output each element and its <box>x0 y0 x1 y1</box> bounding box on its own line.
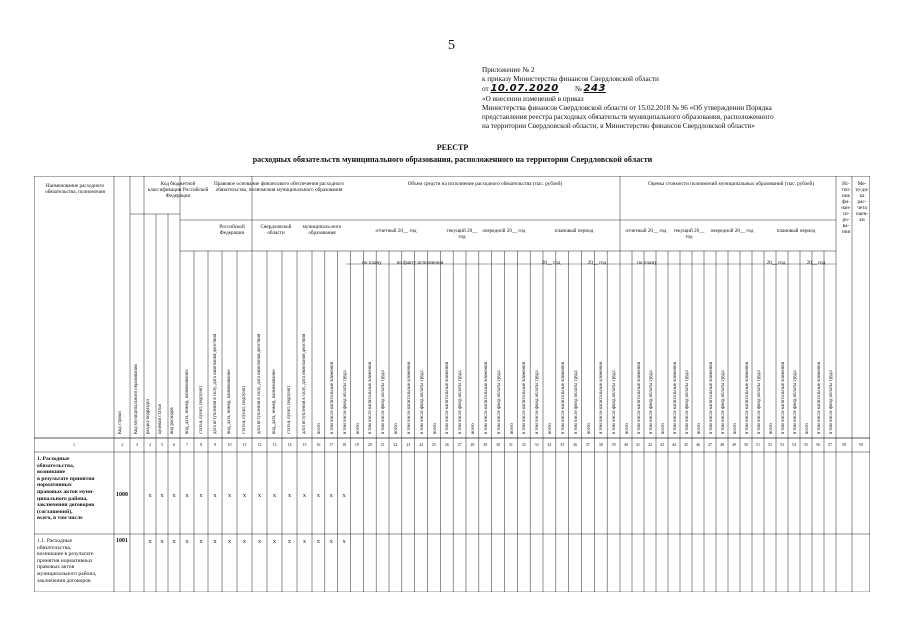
x-mark: x <box>213 492 217 499</box>
header-method: Ме-то-ди-ка рас-чета оцен-ки <box>855 181 869 223</box>
column-index: 11 <box>242 442 247 447</box>
x-mark: x <box>199 492 203 499</box>
column-index: 49 <box>732 442 736 447</box>
vheader-volume-total: всего <box>355 423 361 434</box>
x-mark: x <box>257 538 262 545</box>
x-mark: x <box>342 538 346 545</box>
vheader-volume-capital: в том числе капитальные вложения <box>560 362 566 434</box>
column-index: 3 <box>136 442 138 447</box>
column-index: 7 <box>186 442 188 447</box>
row-label-line: правовых актов <box>37 564 75 571</box>
vheader-volume-total: всего <box>432 423 438 434</box>
vheader-sv-act: вид, дата, номер, наименование <box>227 369 232 434</box>
x-mark: x <box>287 538 292 545</box>
column-index: 57 <box>828 442 832 447</box>
vheader-estimate-capital: в том числе капитальные вложения <box>673 362 678 434</box>
row-label <box>37 456 113 522</box>
column-index: 39 <box>611 442 616 447</box>
appendix-line-5: Министерства финансов Свердловской области от 15.02.2018 № 96 «Об утверждении Порядка <box>482 103 772 112</box>
column-index: 5 <box>161 442 163 447</box>
column-index: 45 <box>684 442 688 447</box>
column-index: 51 <box>756 442 760 447</box>
column-index: 55 <box>804 442 808 447</box>
column-index: 30 <box>496 442 501 447</box>
vheader-estimate-total: всего <box>733 423 738 434</box>
column-index: 28 <box>470 442 475 447</box>
column-index: 24 <box>419 442 424 447</box>
column-index: 8 <box>200 442 202 447</box>
x-mark: x <box>160 538 164 545</box>
row-label-line: обязательства, <box>37 462 75 469</box>
column-index: 52 <box>768 442 772 447</box>
column-index: 47 <box>708 442 712 447</box>
vheader-estimate-capital: в том числе капитальные вложения <box>781 362 786 434</box>
header-by-plan: по плану <box>362 260 382 266</box>
vheader-estimate-capital: в том числе капитальные вложения <box>817 362 822 434</box>
header-year-a: 20__ год <box>541 260 561 266</box>
x-mark: x <box>172 492 176 499</box>
row-label-line: заключения договоров <box>37 502 95 509</box>
column-index: 22 <box>393 442 398 447</box>
row-label-line: всего, в том числе <box>37 515 83 522</box>
header-year-b: 20__ год <box>587 260 607 266</box>
appendix-number-label: № <box>574 85 582 94</box>
column-index: 19 <box>354 442 359 447</box>
column-index: 25 <box>431 442 436 447</box>
header-muni: муниципаль-ного образования <box>302 224 342 236</box>
x-mark: x <box>213 538 217 545</box>
vheader-volume-total: всего <box>471 423 476 434</box>
vheader-row-code: Код строки <box>118 411 123 434</box>
vheader-estimate-capital: в том числе капитальные вложения <box>745 362 750 434</box>
vheader-rf-article: статья, пункт, подпункт <box>199 385 204 434</box>
vheader-estimate-payroll: в том числе фонд оплаты труда <box>721 370 726 434</box>
column-index: 46 <box>696 442 700 447</box>
column-index: 37 <box>585 442 590 447</box>
vheader-volume-capital: в том числе капитальные вложения <box>445 362 451 434</box>
x-mark: x <box>329 492 333 499</box>
row-label-line: нормативных <box>37 482 72 489</box>
header-est-plan-period: плановый период <box>776 228 816 234</box>
column-index: 40 <box>624 442 628 447</box>
vheader-volume-payroll: в том числе фонд оплаты труда <box>381 370 387 434</box>
row-label-line: муниципального района, <box>37 570 97 577</box>
header-report-year: отчетный 20__ год <box>375 228 417 234</box>
x-mark: x <box>185 538 189 545</box>
column-index: 23 <box>406 442 411 447</box>
vheader-estimate-payroll: в том числе фонд оплаты труда <box>685 370 690 434</box>
vheader-volume-payroll: в том числе фонд оплаты труда <box>573 370 579 434</box>
x-mark: x <box>302 538 307 545</box>
row-label-line: 1. Расходные <box>37 456 70 462</box>
vheader-mu-act: вид, дата, номер, наименование <box>272 369 277 434</box>
column-index: 29 <box>483 442 488 447</box>
vheader-section: раздел/подраздел <box>146 398 151 434</box>
column-index: 59 <box>859 442 863 447</box>
vheader-sv-dates: дата вступления в силу, дата окончания действия <box>257 333 262 434</box>
vheader-volume-payroll: в том числе фонд оплаты труда <box>342 370 348 434</box>
header-plan-period: плановый период <box>554 228 594 234</box>
vheader-volume-capital: в том числе капитальные вложения <box>368 362 374 434</box>
appendix-line-4: «О внесении изменений в приказ <box>482 94 584 103</box>
x-mark: x <box>148 538 152 545</box>
row-code: 1000 <box>116 492 128 498</box>
column-index: 43 <box>660 442 664 447</box>
appendix-date-line <box>482 84 902 94</box>
appendix-from-label: от <box>482 85 489 94</box>
column-index: 58 <box>842 442 846 447</box>
row-label-line: обязательства, <box>37 544 72 551</box>
header-est-year-b: 20__ год <box>806 260 826 266</box>
appendix-line-7: на территории Свердловской области, в Министерство финансов Свердловской области» <box>482 122 755 131</box>
column-index: 54 <box>792 442 796 447</box>
column-index: 33 <box>534 442 539 447</box>
column-index: 48 <box>720 442 724 447</box>
x-mark: x <box>342 492 346 499</box>
column-index: 20 <box>367 442 372 447</box>
column-index: 13 <box>272 442 277 447</box>
vheader-target: целевая статья <box>158 404 163 434</box>
column-index: 34 <box>547 442 552 447</box>
vheader-volume-total: всего <box>548 423 553 434</box>
column-index: 41 <box>636 442 640 447</box>
header-rf: Российской Федерации <box>219 224 245 236</box>
vheader-volume-payroll: в том числе фонд оплаты труда <box>496 370 502 434</box>
vheader-volume-capital: в том числе капитальные вложения <box>329 362 335 434</box>
x-mark: x <box>316 492 321 499</box>
vheader-estimate-payroll: в том числе фонд оплаты труда <box>757 370 762 434</box>
column-index: 56 <box>816 442 820 447</box>
row-label-line: в результате принятия <box>37 475 95 482</box>
appendix-block <box>482 66 902 131</box>
row-label <box>37 538 113 584</box>
document-title <box>0 143 905 164</box>
column-index: 53 <box>780 442 784 447</box>
header-est-next-year: очередной 20__ год <box>710 228 754 234</box>
header-volume: Объем средств на исполнение расходного обязательства (тыс. рублей) <box>407 181 563 187</box>
vheader-estimate-capital: в том числе капитальные вложения <box>709 362 714 434</box>
x-mark: x <box>185 492 189 499</box>
vheader-estimate-total: всего <box>805 423 810 434</box>
registry-table <box>34 176 870 592</box>
x-mark: x <box>227 538 232 545</box>
column-index: 16 <box>316 442 321 447</box>
appendix-line-1: Приложение № 2 <box>482 66 535 74</box>
x-mark: x <box>160 492 164 499</box>
row-label-line: ципального района, <box>37 495 88 502</box>
x-mark: x <box>316 538 321 545</box>
column-index: 10 <box>227 442 232 447</box>
appendix-date: 10.07.2020 <box>490 83 559 95</box>
header-est-report-year: отчетный 20__ год <box>625 228 667 234</box>
row-label-line: принятия нормативных <box>37 557 93 564</box>
vheader-estimate-capital: в том числе капитальные вложения <box>637 362 642 434</box>
column-index: 2 <box>121 442 123 447</box>
header-legal: Правовое основание финансового обеспечения расходного обязательства, полномочия муниципального образования <box>214 181 344 193</box>
row-code: 1001 <box>116 538 128 544</box>
vheader-volume-payroll: в том числе фонд оплаты труда <box>612 370 618 434</box>
vheader-rf-dates: дата вступления в силу, дата окончания действия <box>213 333 218 434</box>
header-estimate: Оценка стоимости полномочий муниципальных образований (тыс. рублей) <box>647 181 815 187</box>
title-line-1: РЕЕСТР <box>436 143 469 152</box>
vheader-volume-capital: в том числе капитальные вложения <box>406 362 412 434</box>
column-index: 31 <box>508 442 513 447</box>
header-est-year-a: 20__ год <box>766 260 786 266</box>
vheader-estimate-total: всего <box>697 423 702 434</box>
column-index: 17 <box>329 442 334 447</box>
vheader-mu-article: статья, пункт, подпункт <box>287 385 292 434</box>
row-label-line: правовых актов муни- <box>37 488 95 495</box>
header-est-by-plan: по плану <box>637 260 657 266</box>
column-index: 21 <box>380 442 385 447</box>
vheader-estimate-payroll: в том числе фонд оплаты труда <box>829 370 834 434</box>
row-label-line: 1.1. Расходные <box>37 538 73 544</box>
vheader-estimate-total: всего <box>625 423 630 434</box>
column-index: 44 <box>672 442 676 447</box>
appendix-line-6: представления реестра расходных обязательств муниципального образования, расположенного <box>482 113 774 122</box>
x-mark: x <box>172 538 176 545</box>
column-index: 14 <box>287 442 292 447</box>
column-index: 36 <box>573 442 578 447</box>
appendix-line-2: к приказу Министерства финансов Свердловской области <box>482 75 659 84</box>
x-mark: x <box>329 538 333 545</box>
x-mark: x <box>302 492 307 499</box>
x-mark: x <box>257 492 262 499</box>
column-index: 1 <box>73 442 75 447</box>
column-index: 50 <box>744 442 748 447</box>
x-mark: x <box>287 492 292 499</box>
page-number: 5 <box>448 38 455 53</box>
vheader-volume-payroll: в том числе фонд оплаты труда <box>458 370 464 434</box>
column-index: 35 <box>560 442 565 447</box>
vheader-volume-payroll: в том числе фонд оплаты труда <box>535 370 541 434</box>
appendix-number: 243 <box>583 83 606 95</box>
vheader-volume-capital: в том числе капитальные вложения <box>522 362 528 434</box>
x-mark: x <box>272 538 277 545</box>
column-index: 9 <box>214 442 216 447</box>
header-name: Наименование расходного обязательства, полномочия <box>45 183 105 195</box>
header-est-current-year: текущий 20__ год <box>673 228 705 240</box>
column-index: 32 <box>521 442 526 447</box>
header-by-fact: по факту исполнения <box>396 260 444 266</box>
row-label-line: возникшие в результате <box>37 551 94 558</box>
vheader-volume-capital: в том числе капитальные вложения <box>483 362 489 434</box>
column-index: 15 <box>302 442 307 447</box>
header-source: Ис-точ-ник фи-нан-си-ро-ва-ния <box>841 181 851 235</box>
row-label-line: заключения договоров <box>37 577 91 584</box>
vheader-volume-capital: в том числе капитальные вложения <box>599 362 605 434</box>
x-mark: x <box>199 538 203 545</box>
vheader-volume-total: всего <box>509 423 515 434</box>
column-index: 27 <box>457 442 462 447</box>
vheader-estimate-payroll: в том числе фонд оплаты труда <box>793 370 798 434</box>
vheader-mu-dates: дата вступления в силу, дата окончания действия <box>302 333 307 434</box>
vheader-estimate-total: всего <box>769 423 774 434</box>
vheader-sv-article: статья, пункт, подпункт <box>242 385 247 434</box>
column-index: 38 <box>598 442 603 447</box>
column-index: 42 <box>648 442 652 447</box>
title-line-2: расходных обязательств муниципального образования, расположенного на территории Свердловской области <box>252 155 653 164</box>
x-mark: x <box>242 492 247 499</box>
vheader-estimate-total: всего <box>661 423 666 434</box>
x-mark: x <box>242 538 247 545</box>
row-label-line: (соглашений), <box>37 508 73 515</box>
x-mark: x <box>227 492 232 499</box>
vheader-volume-total: всего <box>317 423 322 434</box>
column-index: 18 <box>342 442 347 447</box>
vheader-rf-act: вид, дата, номер, наименование <box>185 369 190 434</box>
x-mark: x <box>272 492 277 499</box>
column-index: 26 <box>444 442 449 447</box>
vheader-volume-payroll: в том числе фонд оплаты труда <box>419 370 425 434</box>
header-current-year: текущий 20__ год <box>446 228 478 240</box>
vheader-exp-type: вид расходов <box>170 407 175 434</box>
header-bk: Код бюджетной классификации Российской Федерации <box>147 181 209 199</box>
row-label-line: возникшие <box>37 469 66 476</box>
vheader-volume-total: всего <box>394 423 399 434</box>
vheader-volume-total: всего <box>586 423 592 434</box>
vheader-muni-code: Код муниципального образования <box>134 364 139 434</box>
header-next-year: очередной 20__ год <box>482 228 526 234</box>
x-mark: x <box>148 492 152 499</box>
column-index: 4 <box>149 442 151 447</box>
vheader-estimate-payroll: в том числе фонд оплаты труда <box>649 370 654 434</box>
header-sverd: Свердловской области <box>260 224 292 236</box>
column-index: 6 <box>173 442 175 447</box>
column-index: 12 <box>257 442 262 447</box>
